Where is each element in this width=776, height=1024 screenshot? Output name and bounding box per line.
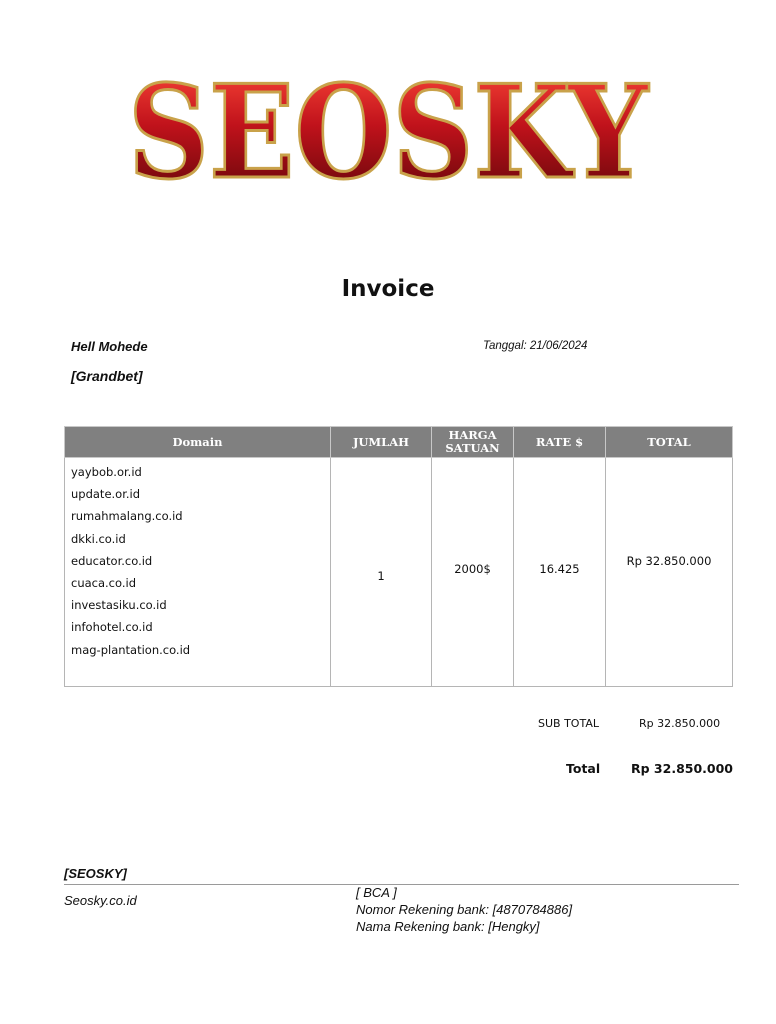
list-item: rumahmalang.co.id [71,509,183,524]
header-jumlah: JUMLAH [331,427,432,458]
domain-list [65,458,330,664]
invoice-date: Tanggal: 21/06/2024 [483,340,588,352]
header-total: TOTAL [606,427,733,458]
invoice-table [64,426,733,687]
footer-website: Seosky.co.id [64,893,137,908]
header-harga: HARGA SATUAN [432,427,514,458]
list-item: yaybob.or.id [71,465,142,479]
table-row [65,458,733,687]
total-value: Rp 32.850.000 [626,554,712,568]
list-item: infohotel.co.id [71,620,153,635]
logo-text: SEOSKY [128,58,650,208]
table-header-row [65,427,733,458]
harga-cell [432,458,514,687]
customer-name: Hell Mohede [71,339,148,354]
list-item: dkki.co.id [71,531,126,546]
invoice-title: Invoice [341,276,435,302]
list-item: mag-plantation.co.id [71,642,191,657]
jumlah-value: 1 [377,569,385,583]
bank-name: [ BCA ] [356,885,397,900]
header-domain: Domain [65,427,331,458]
grand-total-value: Rp 32.850.000 [631,761,734,776]
footer-company: [SEOSKY] [64,866,127,881]
list-item: update.or.id [71,487,141,502]
subtotal-value: Rp 32.850.000 [639,717,721,730]
list-item: investasiku.co.id [71,598,167,613]
list-item: cuaca.co.id [71,575,136,590]
bank-account-number: Nomor Rekening bank: [4870784886] [356,902,573,917]
header-rate: RATE $ [514,427,606,458]
list-item: educator.co.id [71,553,153,568]
bank-details [356,884,572,935]
domain-cell [65,458,331,687]
total-label: Total [566,761,601,776]
subtotal-label: SUB TOTAL [538,717,599,730]
rate-cell [514,458,606,687]
customer-company: [Grandbet] [71,368,143,384]
harga-value: 2000$ [454,562,491,576]
rate-value: 16.425 [539,562,580,576]
jumlah-cell [331,458,432,687]
bank-account-name: Nama Rekening bank: [Hengky] [356,919,540,934]
company-logo [116,58,660,208]
total-cell [606,458,733,687]
